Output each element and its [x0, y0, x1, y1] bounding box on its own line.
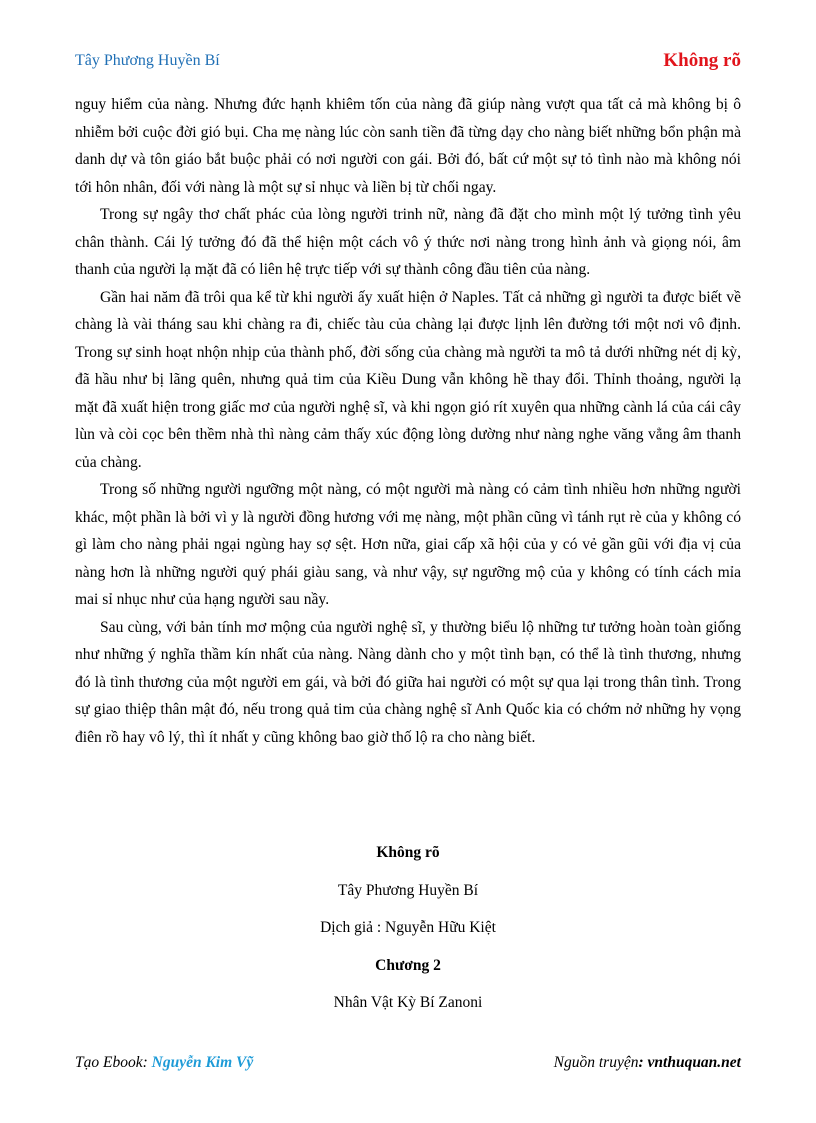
colophon-translator: Dịch giả : Nguyễn Hữu Kiệt	[320, 919, 496, 936]
header-author: Không rõ	[663, 50, 741, 71]
paragraph: Trong số những người ngưỡng một nàng, có một người mà nàng có cảm tình nhiều hơn những người khác, một phần là bởi vì y là người đồng hương với mẹ nàng, một phần cũng vì tánh rụt rè của y không có gì làm cho nàng phải ngại ngùng hay sợ sệt. Hơn nữa, giai cấp xã hội của y có vẻ gần gũi với địa vị của nàng hơn là những người quý phái giàu sang, và như vậy, sự ngưỡng mộ của y không có tính cách mỉa mai sỉ nhục như của hạng người sau nầy.	[75, 481, 741, 608]
body-text	[75, 91, 741, 751]
page-footer	[75, 1054, 741, 1078]
source-label: Nguồn truyện	[553, 1054, 639, 1071]
source-site: vnthuquan.net	[647, 1054, 741, 1071]
ebook-creator: Nguyễn Kim Vỹ	[151, 1054, 254, 1071]
page-header	[75, 50, 741, 76]
footer-ebook-credit: Tạo Ebook: Nguyễn Kim Vỹ	[75, 1054, 254, 1071]
ebook-label: Tạo Ebook	[75, 1054, 143, 1071]
header-book-title: Tây Phương Huyền Bí	[75, 52, 220, 69]
paragraph: Trong sự ngây thơ chất phác của lòng người trinh nữ, nàng đã đặt cho mình một lý tưởng tình yêu chân thành. Cái lý tưởng đó đã thể hiện một cách vô ý thức nơi nàng trong hình ảnh và giọng nói, âm thanh của người lạ mặt đã có liên hệ trực tiếp với sự thành công đầu tiên của nàng.	[75, 206, 741, 278]
paragraph: Sau cùng, với bản tính mơ mộng của người nghệ sĩ, y thường biểu lộ những tư tưởng hoàn toàn giống như những ý nghĩa thầm kín nhất của nàng. Nàng dành cho y một tình bạn, có thể là tình thương, nhưng đó là tình thương của một người em gái, và bởi đó giữa hai người có một sự qua lại trong thân tình. Trong sự giao thiệp thân mật đó, nếu trong quả tim của chàng nghệ sĩ Anh Quốc kia có chớm nở những hy vọng điên rồ hay vô lý, thì ít nhất y cũng không bao giờ thố lộ ra cho nàng biết.	[75, 618, 741, 746]
colophon-title: Tây Phương Huyền Bí	[337, 881, 479, 899]
colophon-author: Không rõ	[376, 844, 440, 861]
colophon	[75, 840, 741, 1028]
colophon-chapter: Chương 2	[375, 956, 441, 974]
paragraph: Gần hai năm đã trôi qua kể từ khi người ấy xuất hiện ở Naples. Tất cả những gì người ta được biết về chàng là vài tháng sau khi chàng ra đi, chiếc tàu của chàng lại được lịnh lên đường tới một nơi vô định. Trong sự sinh hoạt nhộn nhịp của thành phố, đời sống của chàng mà người ta mô tả dưới những nét dị kỳ, đã hầu như bị lãng quên, nhưng quả tim của Kiều Dung vẫn không hề thay đổi. Thỉnh thoảng, người lạ mặt đã xuất hiện trong giấc mơ của người nghệ sĩ, và khi ngọn gió rít xuyên qua những cành lá của cái cây lùn và còi cọc bên thềm nhà thì nàng cảm thấy xúc động lòng dường như nàng nghe văng vẳng âm thanh của chàng.	[75, 288, 741, 471]
colophon-chapter-title: Nhân Vật Kỳ Bí Zanoni	[333, 994, 483, 1011]
paragraph: nguy hiểm của nàng. Nhưng đức hạnh khiêm tốn của nàng đã giúp nàng vượt qua tất cả mà không bị ô nhiễm bởi cuộc đời gió bụi. Cha mẹ nàng lúc còn sanh tiền đã từng dạy cho nàng biết những bổn phận mà danh dự và tôn giáo bắt buộc phải có nơi người con gái. Bởi đó, bất cứ một sự tỏ tình nào mà không nói tới hôn nhân, đối với nàng là một sự sỉ nhục và liền bị từ chối ngay.	[75, 96, 741, 196]
footer-source: Nguồn truyện: vnthuquan.net	[553, 1054, 741, 1071]
